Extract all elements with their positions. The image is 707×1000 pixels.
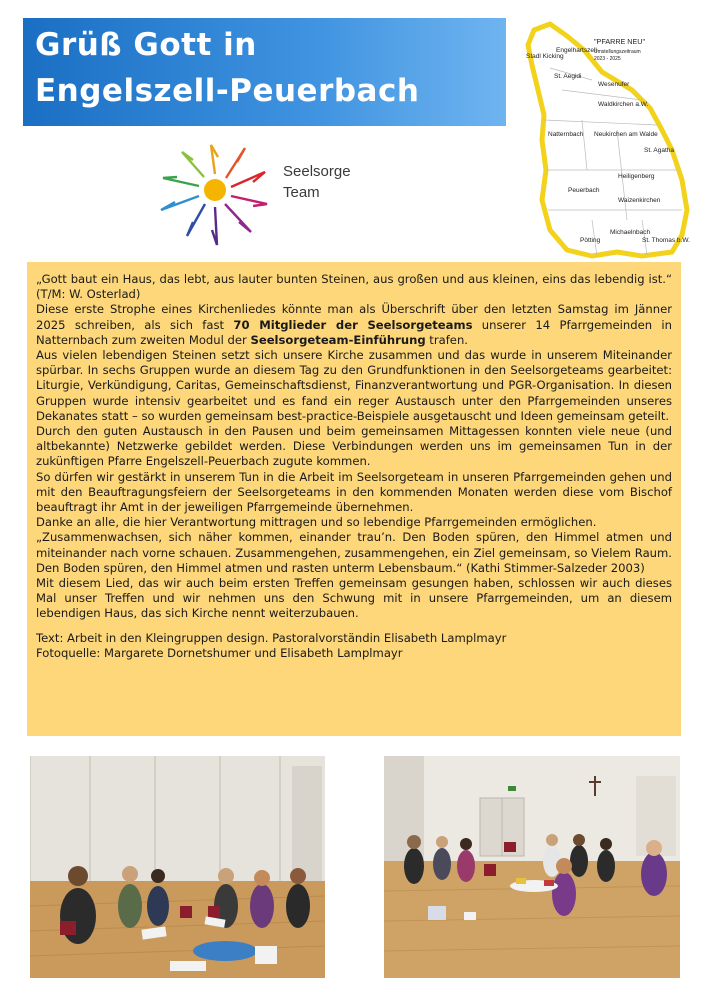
map-place: Waldkirchen a.W. [598,101,649,108]
parish-map [522,20,692,260]
map-place: Peuerbach [568,187,600,194]
page-title-line2: Engelszell-Peuerbach [35,73,420,109]
article-paragraph: Durch den guten Austausch in den Pausen und beim gemeinsamen Mittagessen konnten viele neue (und altbekannte) Netzwerke gebildet werden. Diese Verbindungen werden uns im gemeinsamen Tun in der zukünftigen Pfarre Engelszell-Peuerbach zugute kommen. [36,424,672,469]
map-place: Natternbach [548,131,584,138]
article-paragraph: Aus vielen lebendigen Steinen setzt sich unsere Kirche zusammen und das wurde in unserem Miteinander spürbar. In sechs Gruppen wurde an diesem Tag zu den Grundfunktionen in den Seelsorgeteams gearbeitet: Liturgie, Verkündigung, Caritas, Gemeinschaftsdienst, Finanzverantwortung und PGR-Organisation. In diesen Gruppen wurde intensiv gearbeitet und es fand ein reger Austausch unter den Pfarrgemeinden unseres Dekanates statt – so wurden gemeinsam best-practice-Beispiele ausgetauscht und Ideen gemeinsam geteilt. [36,348,672,423]
article-box [27,262,681,736]
map-place: Stadl Kicking [526,53,564,60]
map-box-title: "PFARRE NEU" [594,37,646,46]
article-body [36,272,672,661]
photo-credit: Fotoquelle: Margarete Dornetshumer und Elisabeth Lamplmayr [36,645,403,660]
map-place: St. Agatha [644,147,674,154]
map-place: St. Thomas b.W. [642,237,690,244]
title-banner [23,18,506,126]
map-place: Heiligenberg [618,173,655,180]
bold-members: 70 Mitglieder der Seelsorgeteams [233,317,473,332]
page-title-line1: Grüß Gott in [35,27,257,63]
photo-group-work-1 [30,756,325,978]
map-box-sub1: Umstellungszeitraum [594,49,641,55]
article-paragraph: Mit diesem Lied, das wir auch beim ersten Treffen gemeinsam gesungen haben, schlossen wir auch dieses Mal unser Treffen und wir nehmen uns den Schwung mit in unsere Pfarrgemeinden, um an diesem lebendigen Haus, das sich Kirche nennt weiterzubauen. [36,576,672,621]
map-place: Neukirchen am Walde [594,131,658,138]
map-box-sub2: 2023 - 2025 [594,56,621,62]
map-place: Engelhartszell [556,47,597,54]
photo-group-work-2 [384,756,680,978]
article-paragraph: „Zusammenwachsen, sich näher kommen, einander trau’n. Den Boden spüren, den Himmel atmen und miteinander nach vorne schauen. Zusammengehen, zusammengehen, ein Ziel gemeinsam, so Vielem Raum. Den Boden spüren, den Himmel atmen und rasten unterm Lebensbaum.“ (Kathi Stimmer-Salzeder 2003) [36,530,672,575]
article-paragraph: Diese erste Strophe eines Kirchenliedes könnte man als Überschrift über den letzten Samstag im Jänner 2025 schreiben, als sich fast 70 Mitglieder der Seelsorgeteams unserer 14 Pfarrgemeinden in Natternbach zum zweiten Modul der Seelsorgeteam-Einführung trafen. [36,302,672,347]
sun-burst-logo-icon [150,130,370,260]
logo-text-line2: Team [283,184,320,201]
text-credit: Text: Arbeit in den Kleingruppen design. Pastoralvorständin Elisabeth Lamplmayr [36,630,507,645]
map-place: Pötting [580,237,601,244]
map-place: St. Aegidi [554,73,582,80]
logo-text-line1: Seelsorge [283,163,351,180]
map-place: Waizenkirchen [618,197,661,204]
article-paragraph: „Gott baut ein Haus, das lebt, aus lauter bunten Steinen, aus großen und aus kleinen, eins das lebendig ist.“ (T/M: W. Osterlad) [36,272,672,302]
article-paragraph: Danke an alle, die hier Verantwortung mittragen und so lebendige Pfarrgemeinden ermöglichen. [36,515,597,530]
map-place: Michaelnbach [610,229,651,236]
map-place: Wesenufer [598,81,630,88]
article-paragraph: So dürfen wir gestärkt in unserem Tun in die Arbeit im Seelsorgeteam in unseren Pfarrgemeinden gehen und mit den Beauftragungsfeiern der Seelsorgeteams in den kommenden Monaten werden diese vom Bischof beauftragt ihr Amt in der jeweiligen Pfarrgemeinde übernehmen. [36,469,672,515]
bold-module: Seelsorgeteam-Einführung [250,332,426,347]
